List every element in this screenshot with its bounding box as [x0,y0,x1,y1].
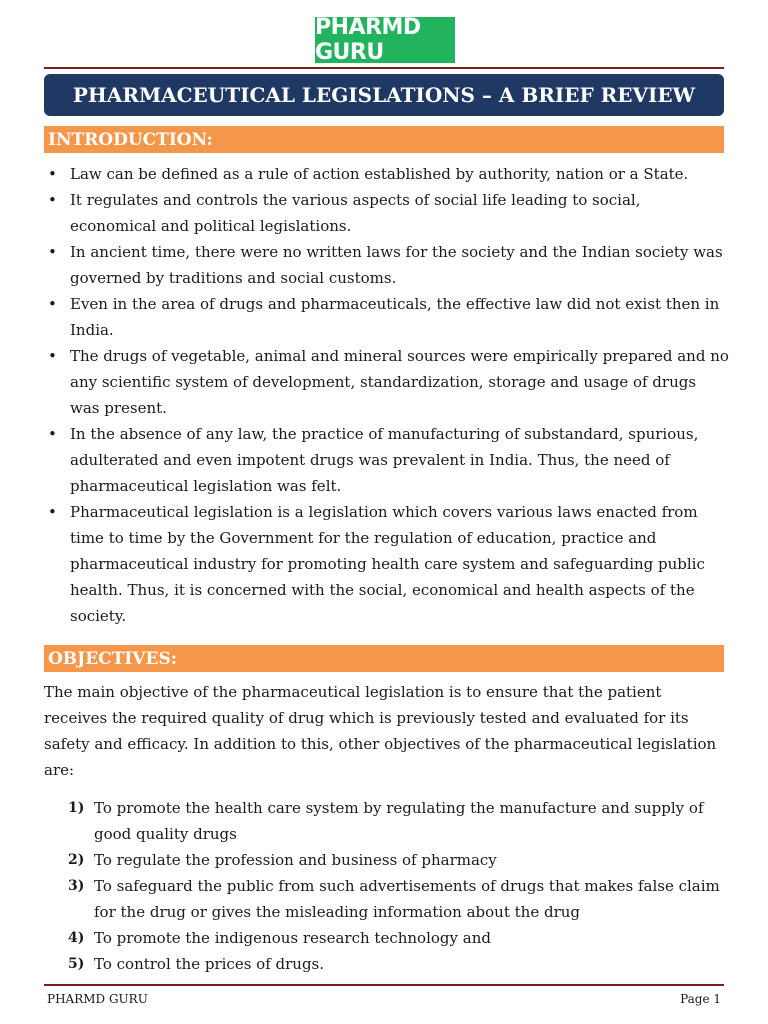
list-item [44,847,724,873]
objectives-heading-bar [44,645,724,672]
objectives-intro: The main objective of the pharmaceutical legislation is to ensure that the patient receives the required quality of drug which is previously tested and evaluated for its safety and efficacy. In addition to this, other objectives of the pharmaceutical legislation are: [44,683,717,779]
top-rule [44,67,724,69]
item-number: 2) [68,852,85,868]
item-number: 3) [68,878,85,894]
list-item: • In the absence of any law, the practice of manufacturing of substandard, spurious, adulterated and even impotent drugs was prevalent in India. Thus, the need of pharmaceutical legislation was felt. [44,421,730,499]
item-number: 4) [68,930,85,946]
list-item: • In ancient time, there were no written laws for the society and the Indian society was governed by traditions and social customs. [44,239,730,291]
logo [315,17,455,63]
introduction-list [44,161,730,629]
item-text: To regulate the profession and business of pharmacy [94,851,497,869]
footer-brand: PHARMD GURU [47,992,148,1006]
objectives-list [44,795,724,977]
logo-text: PHARMD GURU [315,15,421,65]
item-text: To safeguard the public from such advertisements of drugs that makes false claim for the drug or gives the misleading information about the drug [94,877,720,921]
list-item: • Pharmaceutical legislation is a legislation which covers various laws enacted from time to time by the Government for the regulation of education, practice and pharmaceutical industry for promoting health care system and safeguarding public health. Thus, it is concerned with the social, economical and health aspects of the society. [44,499,730,629]
list-item [44,795,724,847]
item-text: To control the prices of drugs. [94,955,325,973]
list-item: • The drugs of vegetable, animal and mineral sources were empirically prepared and no any scientific system of development, standardization, storage and usage of drugs was present. [44,343,730,421]
item-text: To promote the indigenous research technology and [94,929,491,947]
item-number: 1) [68,800,85,816]
footer-rule [44,984,724,986]
objectives-heading: OBJECTIVES: [48,648,178,669]
list-item: • It regulates and controls the various aspects of social life leading to social, economical and political legislations. [44,187,730,239]
item-number: 5) [68,956,85,972]
list-item [44,925,724,951]
item-text: To promote the health care system by regulating the manufacture and supply of good quality drugs [94,799,704,843]
page-title: PHARMACEUTICAL LEGISLATIONS – A BRIEF REVIEW [72,83,696,107]
introduction-heading-bar [44,126,724,153]
title-banner [44,74,724,116]
page-number: Page 1 [680,992,721,1006]
list-item: • Even in the area of drugs and pharmaceuticals, the effective law did not exist then in India. [44,291,730,343]
introduction-heading: INTRODUCTION: [48,129,213,150]
list-item [44,873,724,925]
list-item [44,951,724,977]
list-item: • Law can be defined as a rule of action established by authority, nation or a State. [44,161,730,187]
